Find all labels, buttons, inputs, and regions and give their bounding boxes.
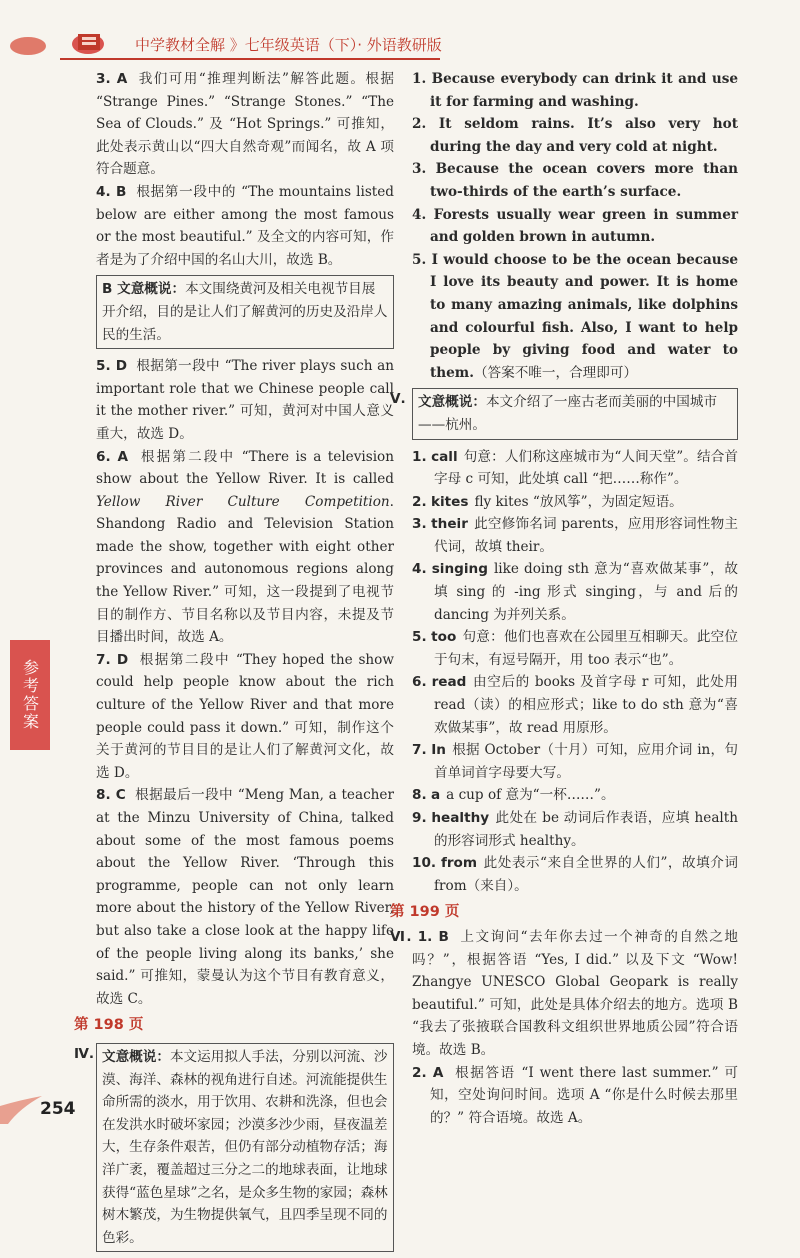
side-tab: 参考答案 bbox=[10, 640, 50, 750]
right-column bbox=[390, 68, 739, 1129]
answer-item-8: 8. C 根据最后一段中 “Meng Man, a teacher at the Minzu University of China, talked about some of the most famous poems about the Yellow River. ‘Through this programme, people can not only learn more about the history of the Yellow River, but also take a close look at the happy life of the people living along its banks,’ she said.” 可推知，蒙曼认为这个节目有教育意义，故选 C。 bbox=[96, 787, 394, 1007]
list-item: 7. In 根据 October（十月）可知，应用介词 in，句首单词首字母要大写。 bbox=[412, 742, 738, 781]
answer-item-7: 7. D 根据第二段中 “They hoped the show could help people know about the rich culture of the Yellow River and that more people could pass it down.” 可知，制作这个关于黄河的节目目的是让人们了解黄河文化，故选 D。 bbox=[96, 651, 394, 781]
list-item: 8. a a cup of 意为“一杯……”。 bbox=[412, 787, 615, 804]
answer-list-vi bbox=[390, 926, 738, 1129]
roman-numeral-v: Ⅴ. bbox=[390, 391, 406, 408]
list-item: 3. their 此空修饰名词 parents，应用形容词性物主代词，故填 their。 bbox=[412, 516, 738, 555]
list-item: 6. read 由空后的 books 及首字母 r 可知，此处用 read（读）的相应形式；like to do sth 意为“喜欢做某事”，故 read 用原形。 bbox=[412, 674, 738, 736]
page-number: 254 bbox=[40, 1099, 76, 1119]
list-item: 2. It seldom rains. It’s also very hot during the day and very cold at night. bbox=[412, 116, 738, 155]
roman-numeral-iv: Ⅳ. bbox=[74, 1045, 95, 1062]
page-corner-decoration-icon bbox=[0, 1094, 45, 1124]
answer-item-5: 5. D 根据第一段中 “The river plays such an important role that we Chinese people call it the mother river.” 可知，黄河对中国人意义重大，故选 D。 bbox=[96, 358, 394, 442]
book-logo-icon bbox=[8, 28, 128, 58]
list-item: 1. call 句意：人们称这座城市为“人间天堂”。结合首字母 c 可知，此处填 call “把……称作”。 bbox=[412, 448, 738, 488]
summary-box-iv: 文意概说：本文运用拟人手法，分别以河流、沙漠、海洋、森林的视角进行自述。河流能提供生命所需的淡水，用于饮用、农耕和洗涤，但也会在发洪水时破坏家园；沙漠多沙少雨，昼夜温差大，生存条件艰苦，但仍有部分动植物存活；海洋广袤，覆盖超过三分之二的地球表面，让地球获得“蓝色星球”之名，是众多生物的家园；森林树木繁茂，为生物提供氧气，且四季呈现不同的色彩。 bbox=[96, 1043, 394, 1252]
header-title: 中学教材全解 》七年级英语（下）· 外语教研版 bbox=[135, 36, 442, 54]
left-column bbox=[74, 68, 395, 1258]
summary-box-b: B 文意概说：本文围绕黄河及相关电视节目展开介绍，目的是让人们了解黄河的历史及沿岸人民的生活。 bbox=[96, 275, 394, 349]
list-item: 2. kites fly kites “放风筝”，为固定短语。 bbox=[412, 493, 683, 510]
list-item: 4. singing like doing sth 意为“喜欢做某事”，故填 sing 的 -ing 形式 singing，与 and 后的 dancing 为并列关系。 bbox=[412, 561, 738, 623]
section-heading-199: 第 199 页 bbox=[390, 904, 460, 921]
list-item: 3. Because the ocean covers more than two-thirds of the earth’s surface. bbox=[412, 161, 739, 200]
header-divider bbox=[60, 58, 440, 60]
section-iv bbox=[74, 1039, 394, 1258]
summary-box-v: 文意概说：本文介绍了一座古老而美丽的中国城市——杭州。 bbox=[412, 388, 738, 439]
list-item: 1. Because everybody can drink it and use it for farming and washing. bbox=[412, 71, 739, 110]
list-item: 4. Forests usually wear green in summer and golden brown in autumn. bbox=[412, 206, 739, 246]
list-item: 9. healthy 此处在 be 动词后作表语，应填 health 的形容词形式 healthy。 bbox=[412, 810, 738, 849]
list-item: Ⅵ. 1. B 上文询问“去年你去过一个神奇的自然之地吗？”，根据答语 “Yes, I did.” 以及下文 “Wow! Zhangye UNESCO Global Geopark is really beautiful.” 可知，此处是具体介绍去的地方。选项 B “我去了张掖联合国教科文组织世界地质公园”符合语境。故选 B。 bbox=[390, 928, 738, 1058]
list-item: 2. A 根据答语 “I went there last summer.” 可知，空处询问时间。选项 A “你是什么时候去那里的？” 符合语境。故选 A。 bbox=[412, 1064, 738, 1126]
answer-item-3: 3. A 我们可用“推理判断法”解答此题。根据 “Strange Pines.” “Strange Stones.” “The Sea of Clouds.” 及 “Hot Springs.” 可推知，此处表示黄山以“四大自然奇观”而闻名，故 A 项符合题意。 bbox=[96, 71, 394, 178]
answer-item-6: 6. A 根据第二段中 “There is a television show about the Yellow River. It is called Yellow River Culture Competition. Shandong Radio and Television Station made the show, together with eight other provinces and autonomous regions along the Yellow River.” 可知，这一段提到了电视节目的制作方、节目名称以及节目内容，未提及节目播出时间，故选 A。 bbox=[96, 448, 394, 646]
answer-list-iv bbox=[412, 68, 738, 384]
answer-item-4: 4. B 根据第一段中的 “The mountains listed below are either among the most famous or the most beautiful.” 及全文的内容可知，作者是为了介绍中国的名山大川，故选 B。 bbox=[96, 183, 395, 268]
section-heading-198: 第 198 页 bbox=[74, 1017, 144, 1034]
list-item: 10. from 此处表示“来自全世界的人们”，故填介词 from（来自）。 bbox=[412, 855, 738, 894]
section-v bbox=[390, 384, 738, 445]
list-item: 5. too 句意：他们也喜欢在公园里互相聊天。此空位于句末，有逗号隔开，用 too 表示“也”。 bbox=[412, 629, 738, 668]
page-header bbox=[0, 0, 800, 62]
list-item: 5. I would choose to be the ocean because I love its beauty and power. It is home to many amazing animals, like dolphins and colourful fish. Also, I want to help people by giving food and water to them.（答案不唯一，合理即可） bbox=[412, 251, 738, 381]
vocab-answer-list bbox=[412, 446, 738, 898]
